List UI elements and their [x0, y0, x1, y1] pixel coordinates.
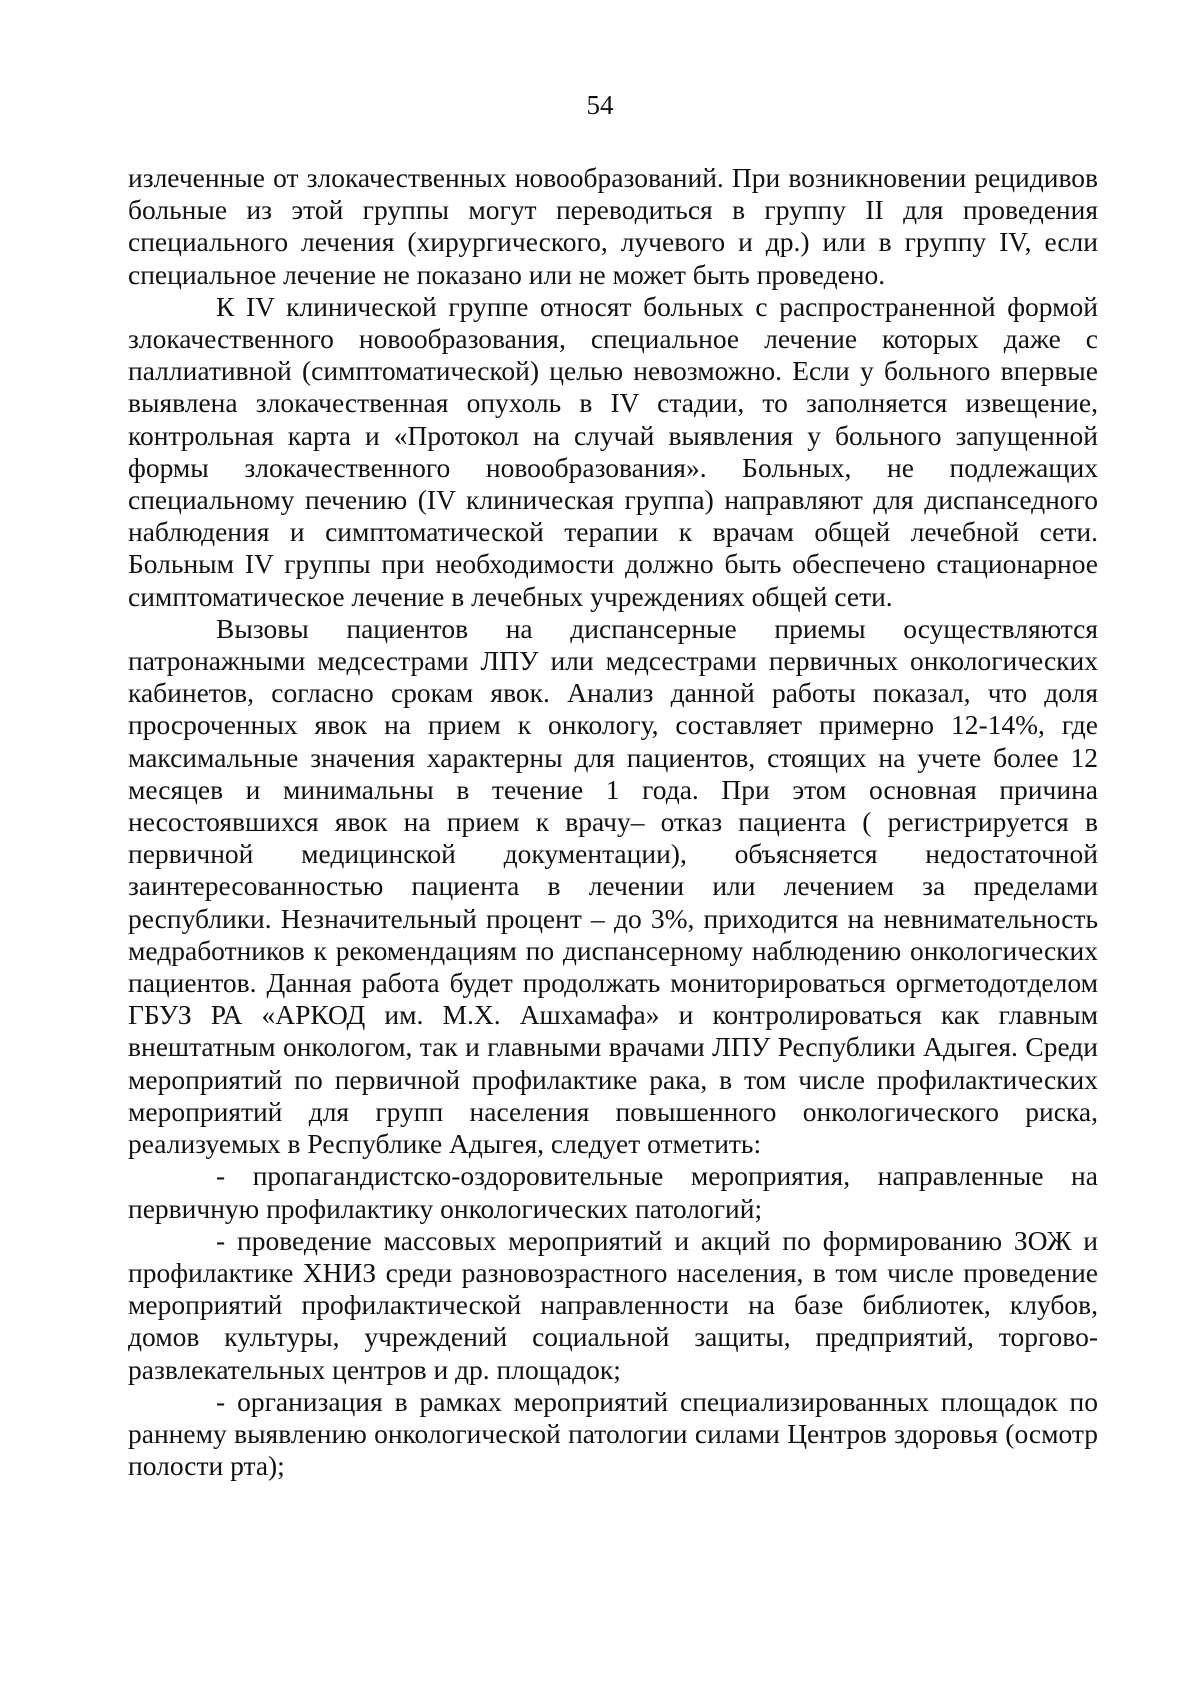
list-item-propaganda-measures: - пропагандистско-оздоровительные мероприятия, направленные на первичную профилактику онкологических патологий;	[128, 1160, 1098, 1224]
paragraph-dispensary-visits: Вызовы пациентов на диспансерные приемы осуществляются патронажными медсестрами ЛПУ или медсестрами первичных онкологических кабинетов, согласно срокам явок. Анализ данной работы показал, что доля просроченных явок на прием к онкологу, составляет примерно 12-14%, где максимальные значения характерны для пациентов, стоящих на учете более 12 месяцев и минимальны в течение 1 года. При этом основная причина несостоявшихся явок на прием к врачу– отказ пациента ( регистрируется в первичной медицинской документации), объясняется недостаточной заинтересованностью пациента в лечении или лечением за пределами республики. Незначительный процент – до 3%, приходится на невнимательность медработников к рекомендациям по диспансерному наблюдению онкологических пациентов. Данная работа будет продолжать мониторироваться оргметодотделом ГБУЗ РА «АРКОД им. М.Х. Ашхамафа» и контролироваться как главным внештатным онкологом, так и главными врачами ЛПУ Республики Адыгея. Среди мероприятий по первичной профилактике рака, в том числе профилактических мероприятий для групп населения повышенного онкологического риска, реализуемых в Республике Адыгея, следует отметить:	[128, 612, 1098, 1160]
paragraph-continuation: излеченные от злокачественных новообразований. При возникновении рецидивов больные из этой группы могут переводиться в группу II для проведения специального лечения (хирургического, лучевого и др.) или в группу IV, если специальное лечение не показано или не может быть проведено.	[128, 162, 1098, 290]
paragraph-clinical-group-iv: К IV клинической группе относят больных с распространенной формой злокачественного новообразования, специальное лечение которых даже с паллиативной (симптоматической) целью невозможно. Если у больного впервые выявлена злокачественная опухоль в IV стадии, то заполняется извещение, контрольная карта и «Протокол на случай выявления у больного запущенной формы злокачественного новообразования». Больных, не подлежащих специальному печению (IV клиническая группа) направляют для диспанседного наблюдения и симптоматической терапии к врачам общей лечебной сети. Больным IV группы при необходимости должно быть обеспечено стационарное симптоматическое лечение в лечебных учреждениях общей сети.	[128, 290, 1098, 612]
list-item-screening-sites: - организация в рамках мероприятий специализированных площадок по раннему выявлению онкологической патологии силами Центров здоровья (осмотр полости рта);	[128, 1385, 1098, 1482]
list-item-mass-events: - проведение массовых мероприятий и акций по формированию ЗОЖ и профилактике ХНИЗ среди разновозрастного населения, в том числе проведение мероприятий профилактической направленности на базе библиотек, клубов, домов культуры, учреждений социальной защиты, предприятий, торгово-развлекательных центров и др. площадок;	[128, 1224, 1098, 1385]
document-body	[128, 162, 1098, 1482]
page-number: 54	[586, 90, 614, 120]
